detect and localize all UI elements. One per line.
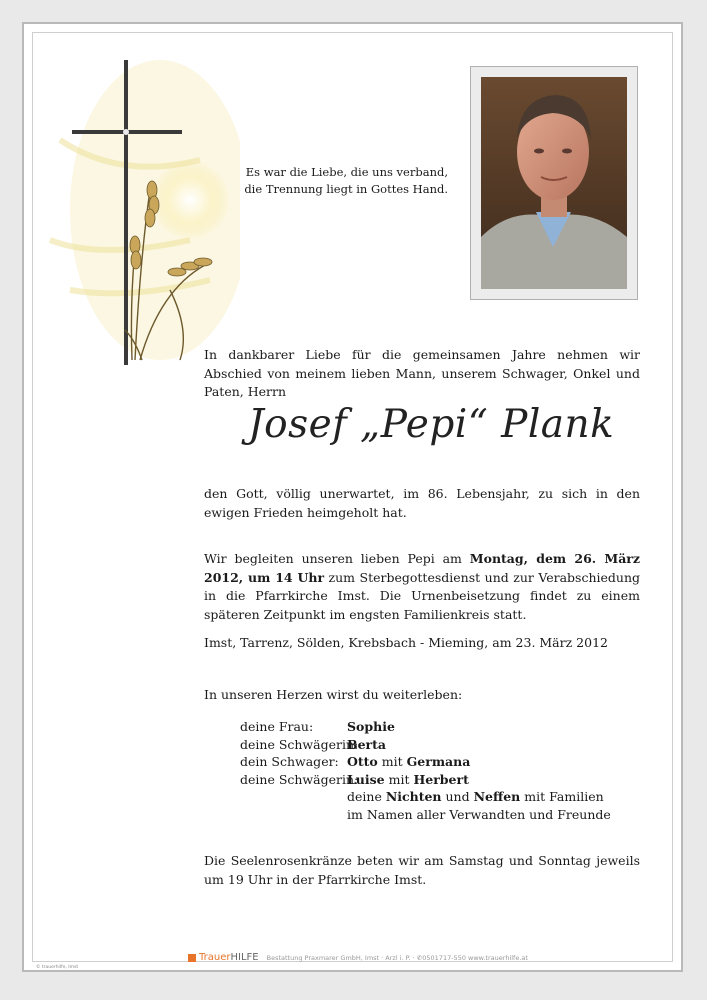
relative-row <box>240 736 611 754</box>
relative-label: dein Schwager: <box>240 754 339 769</box>
motto-line-2: die Trennung liegt in Gottes Hand. <box>244 182 448 196</box>
relative-row: dein Schwager: Otto mit Germana <box>240 754 471 769</box>
place-date: Imst, Tarrenz, Sölden, Krebsbach - Mieming, am 23. März 2012 <box>204 635 608 650</box>
ceremony-after: zum Sterbegottesdienst und zur Verabschiedung in die Pfarrkirche Imst. Die Urnenbeisetzung findet zu einem späteren Zeitpunkt im engsten Familienkreis statt. <box>204 569 641 622</box>
footer <box>188 952 528 963</box>
relative-name: Germana <box>406 754 471 769</box>
relative-row: deine Schwägerin:Luise mit Herbert <box>240 771 469 787</box>
footer-brand: Trauer <box>199 952 231 963</box>
motto-line-1: Es war die Liebe, die uns verband, <box>245 165 448 179</box>
relative-row <box>240 806 611 824</box>
relative-name: Otto <box>347 754 378 769</box>
relative-label: deine Schwägerin: <box>240 771 359 787</box>
footer-info[interactable]: Bestattung Praxmarer GmbH, Imst · Arzl i. P. · ✆0501717-550 www.trauerhilfe.at <box>266 954 528 962</box>
copyright: © trauerhilfe, Imst <box>36 965 79 970</box>
intro-text: In dankbarer Liebe für die gemeinsamen Jahre nehmen wir Abschied von meinem lieben Mann, unserem Schwager, Onkel und Paten, Herrn <box>204 347 640 399</box>
hearts-text: In unseren Herzen wirst du weiterleben: <box>204 687 463 702</box>
portrait-photo <box>481 77 627 289</box>
relative-name: Herbert <box>413 771 469 787</box>
relatives-closing: im Namen aller Verwandten und Freunde <box>347 806 611 822</box>
relative-row <box>240 718 611 736</box>
cross-wheat-illustration <box>40 40 240 380</box>
trauerhilfe-logo-icon <box>188 954 196 962</box>
portrait-frame <box>470 66 638 300</box>
ceremony-date: Montag, dem 26. März 2012, um 14 Uhr <box>204 551 640 585</box>
ceremony-text <box>204 550 640 624</box>
ceremony-before: Wir begleiten unseren lieben Pepi am <box>204 551 470 566</box>
motto-verse <box>210 164 448 198</box>
deceased-name: Josef „Pepi“ Plank <box>248 402 615 447</box>
relative-name: Berta <box>347 736 386 752</box>
relative-label: deine Frau: <box>240 719 314 734</box>
relative-row: deine Nichten und Neffen mit Familien <box>347 789 604 804</box>
rosary-text: Die Seelenrosenkränze beten wir am Samstag und Sonntag jeweils um 19 Uhr in der Pfarrkirche Imst. <box>204 853 640 887</box>
relatives-list <box>240 718 611 823</box>
relative-name: Luise <box>347 771 385 787</box>
relative-label: deine Schwägerin: <box>240 736 359 752</box>
cross-icon <box>124 60 128 365</box>
footer-brand-suffix: HILFE <box>230 952 259 963</box>
passing-text: den Gott, völlig unerwartet, im 86. Lebensjahr, zu sich in den ewigen Frieden heimgeholt hat. <box>204 486 640 520</box>
relative-name: Sophie <box>347 719 395 734</box>
